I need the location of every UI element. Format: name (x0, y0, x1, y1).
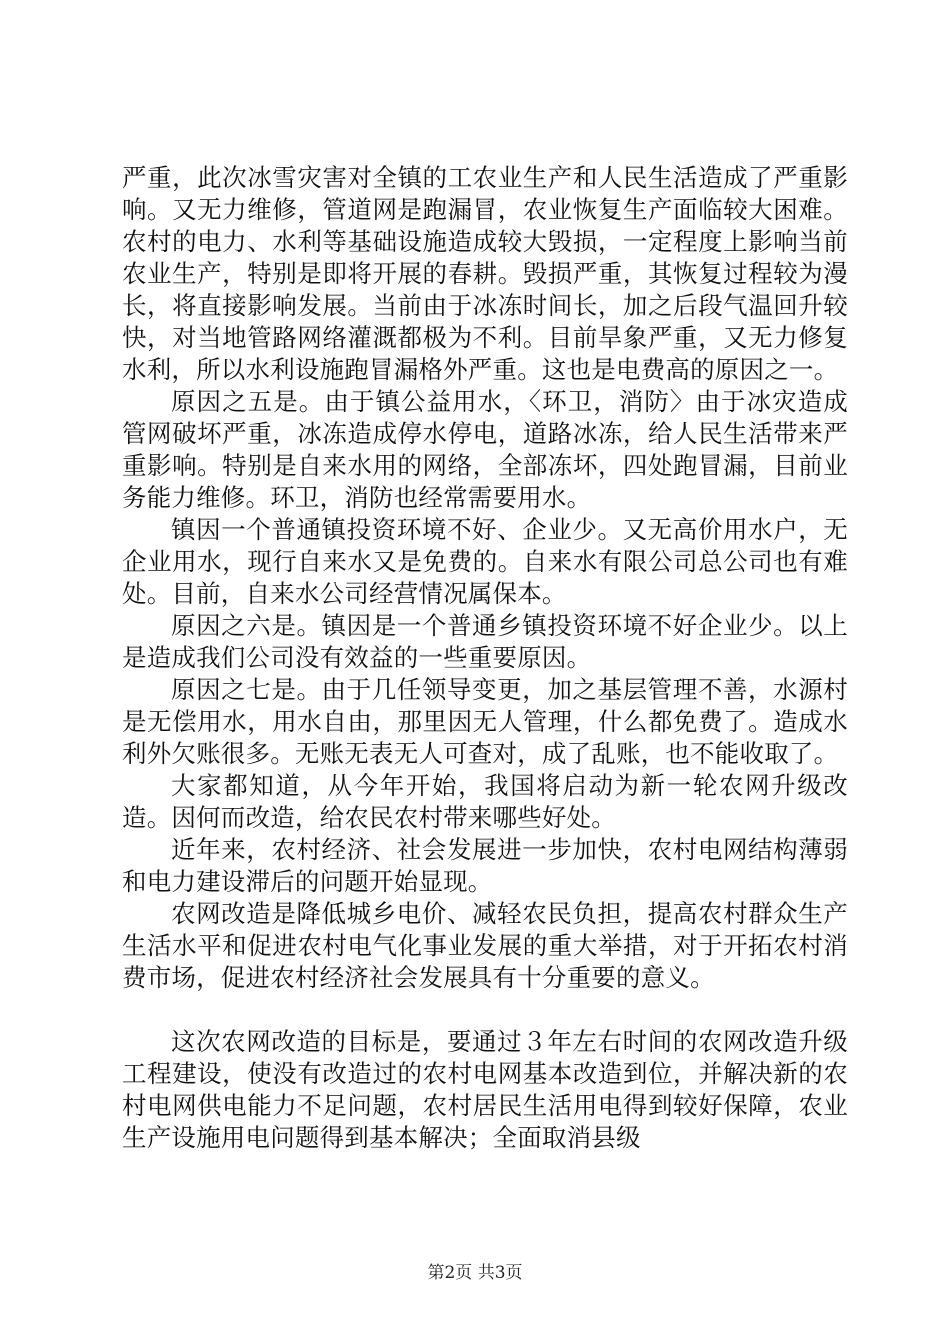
paragraph-7: 近年来，农村经济、社会发展进一步加快，农村电网结构薄弱和电力建设滞后的问题开始显现。 (122, 835, 848, 896)
paragraph-6: 大家都知道，从今年开始，我国将启动为新一轮农网升级改造。因何而改造，给农民农村带来哪些好处。 (122, 771, 848, 832)
body-text (122, 162, 848, 1154)
paragraph-1: 严重，此次冰雪灾害对全镇的工农业生产和人民生活造成了严重影响。又无力维修，管道网是跑漏冒，农业恢复生产面临较大困难。农村的电力、水利等基础设施造成较大毁损，一定程度上影响当前农业生产，特别是即将开展的春耕。毁损严重，其恢复过程较为漫长，将直接影响发展。当前由于冰冻时间长，加之后段气温回升较快，对当地管路网络灌溉都极为不利。目前旱象严重，又无力修复水利，所以水利设施跑冒漏格外严重。这也是电费高的原因之一。 (122, 163, 848, 384)
page-number-footer: 第2页 共3页 (427, 1263, 523, 1283)
paragraph-5: 原因之七是。由于几任领导变更，加之基层管理不善，水源村是无偿用水，用水自由，那里因无人管理，什么都免费了。造成水利外欠账很多。无账无表无人可查对，成了乱账，也不能收取了。 (122, 675, 848, 768)
paragraph-3: 镇因一个普通镇投资环境不好、企业少。又无高价用水户，无企业用水，现行自来水又是免费的。自来水有限公司总公司也有难处。目前，自来水公司经营情况属保本。 (122, 515, 848, 608)
paragraph-9: 这次农网改造的目标是，要通过３年左右时间的农网改造升级工程建设，使没有改造过的农村电网基本改造到位，并解决新的农村电网供电能力不足问题，农村居民生活用电得到较好保障，农业生产设施用电问题得到基本解决；全面取消县级 (122, 1027, 848, 1152)
paragraph-8: 农网改造是降低城乡电价、减轻农民负担，提高农村群众生产生活水平和促进农村电气化事业发展的重大举措，对于开拓农村消费市场，促进农村经济社会发展具有十分重要的意义。 (122, 899, 848, 992)
paragraph-2: 原因之五是。由于镇公益用水，〈环卫，消防〉由于冰灾造成管网破坏严重，冰冻造成停水停电，道路冰冻，给人民生活带来严重影响。特别是自来水用的网络，全部冻坏，四处跑冒漏，目前业务能力维修。环卫，消防也经常需要用水。 (122, 387, 848, 512)
paragraph-4: 原因之六是。镇因是一个普通乡镇投资环境不好企业少。以上是造成我们公司没有效益的一些重要原因。 (122, 611, 848, 672)
